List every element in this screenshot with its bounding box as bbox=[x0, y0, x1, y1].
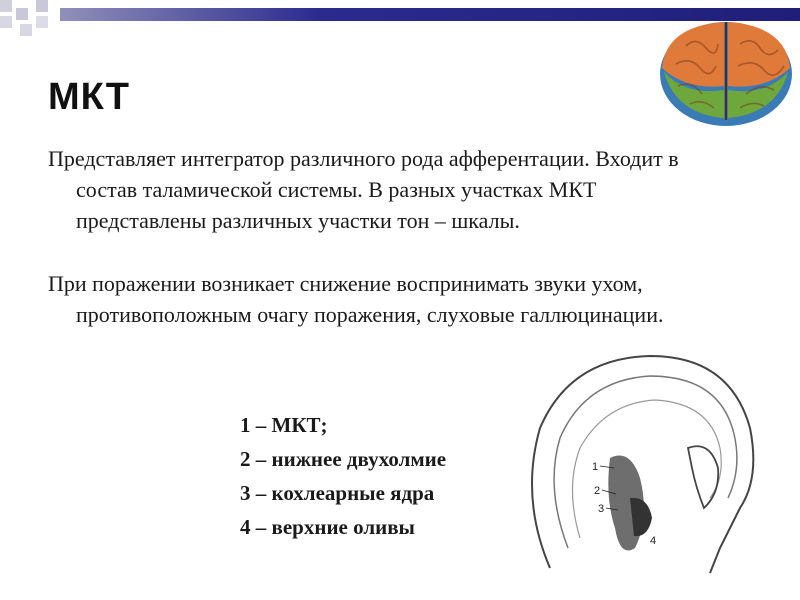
legend-item-4: 4 – верхние оливы bbox=[240, 515, 415, 539]
legend-item-3: 3 – кохлеарные ядра bbox=[240, 481, 435, 505]
figure-legend bbox=[240, 408, 446, 544]
figure-label-1: 1 bbox=[592, 461, 599, 473]
paragraph-description: Представляет интегратор различного рода афферентации. Входит в состав таламической системы. В разных участках МКТ представлены различных участки тон – шкалы. bbox=[48, 146, 679, 233]
slide-title: МКТ bbox=[48, 76, 131, 118]
head-cross-section-image bbox=[520, 348, 760, 578]
legend-item-1: 1 – МКТ; bbox=[240, 413, 328, 437]
figure-label-2: 2 bbox=[594, 485, 601, 497]
figure-label-4: 4 bbox=[650, 535, 657, 547]
brain-image bbox=[656, 16, 796, 128]
legend-item-2: 2 – нижнее двухолмие bbox=[240, 447, 447, 471]
figure-label-3: 3 bbox=[598, 503, 605, 515]
paragraph-lesion: При поражении возникает снижение воспринимать звуки ухом, противоположным очагу поражения, слуховые галлюцинации. bbox=[48, 271, 664, 327]
